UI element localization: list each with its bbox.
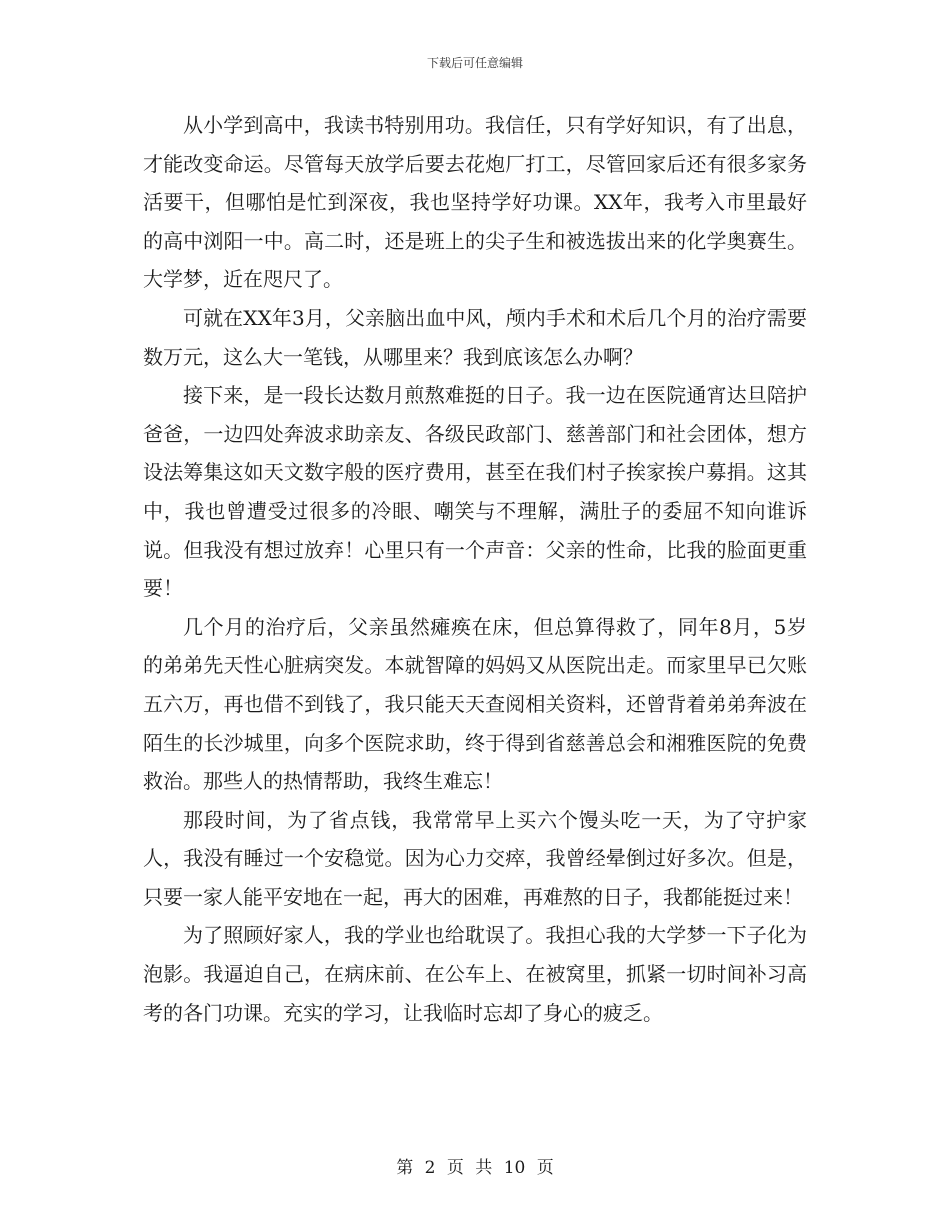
paragraph: 接下来，是一段长达数月煎熬难挺的日子。我一边在医院通宵达旦陪护爸爸，一边四处奔波求助亲友、各级民政部门、慈善部门和社会团体，想方设法筹集这如天文数字般的医疗费用，甚至在我们村子挨家挨户募捐。这其中，我也曾遭受过很多的冷眼、嘲笑与不理解，满肚子的委屈不知向谁诉说。但我没有想过放弃！心里只有一个声音：父亲的性命，比我的脸面更重要！	[143, 383, 807, 601]
document-body	[143, 106, 807, 1032]
paragraph: 那段时间，为了省点钱，我常常早上买六个馒头吃一天，为了守护家人，我没有睡过一个安稳觉。因为心力交瘁，我曾经晕倒过好多次。但是，只要一家人能平安地在一起，再大的困难，再难熬的日子，我都能挺过来！	[143, 807, 807, 909]
page-header-note: 下载后可任意编辑	[426, 56, 523, 70]
paragraph: 为了照顾好家人，我的学业也给耽误了。我担心我的大学梦一下子化为泡影。我逼迫自己，在病床前、在公车上、在被窝里，抓紧一切时间补习高考的各门功课。充实的学习，让我临时忘却了身心的疲乏。	[143, 923, 807, 1025]
paragraph: 从小学到高中，我读书特别用功。我信任，只有学好知识，有了出息，才能改变命运。尽管每天放学后要去花炮厂打工，尽管回家后还有很多家务活要干，但哪怕是忙到深夜，我也坚持学好功课。XX年，我考入市里最好的高中浏阳一中。高二时，还是班上的尖子生和被选拔出来的化学奥赛生。大学梦，近在咫尺了。	[143, 113, 807, 292]
paragraph: 可就在XX年3月，父亲脑出血中风，颅内手术和术后几个月的治疗需要数万元，这么大一笔钱，从哪里来？我到底该怎么办啊？	[143, 305, 807, 369]
paragraph: 几个月的治疗后，父亲虽然瘫痪在床，但总算得救了，同年8月，5岁的弟弟先天性心脏病突发。本就智障的妈妈又从医院出走。而家里早已欠账五六万，再也借不到钱了，我只能天天查阅相关资料，还曾背着弟弟奔波在陌生的长沙城里，向多个医院求助，终于得到省慈善总会和湘雅医院的免费救治。那些人的热情帮助，我终生难忘！	[143, 614, 807, 794]
page-number-footer: 第 2 页 共 10 页	[396, 1158, 554, 1178]
